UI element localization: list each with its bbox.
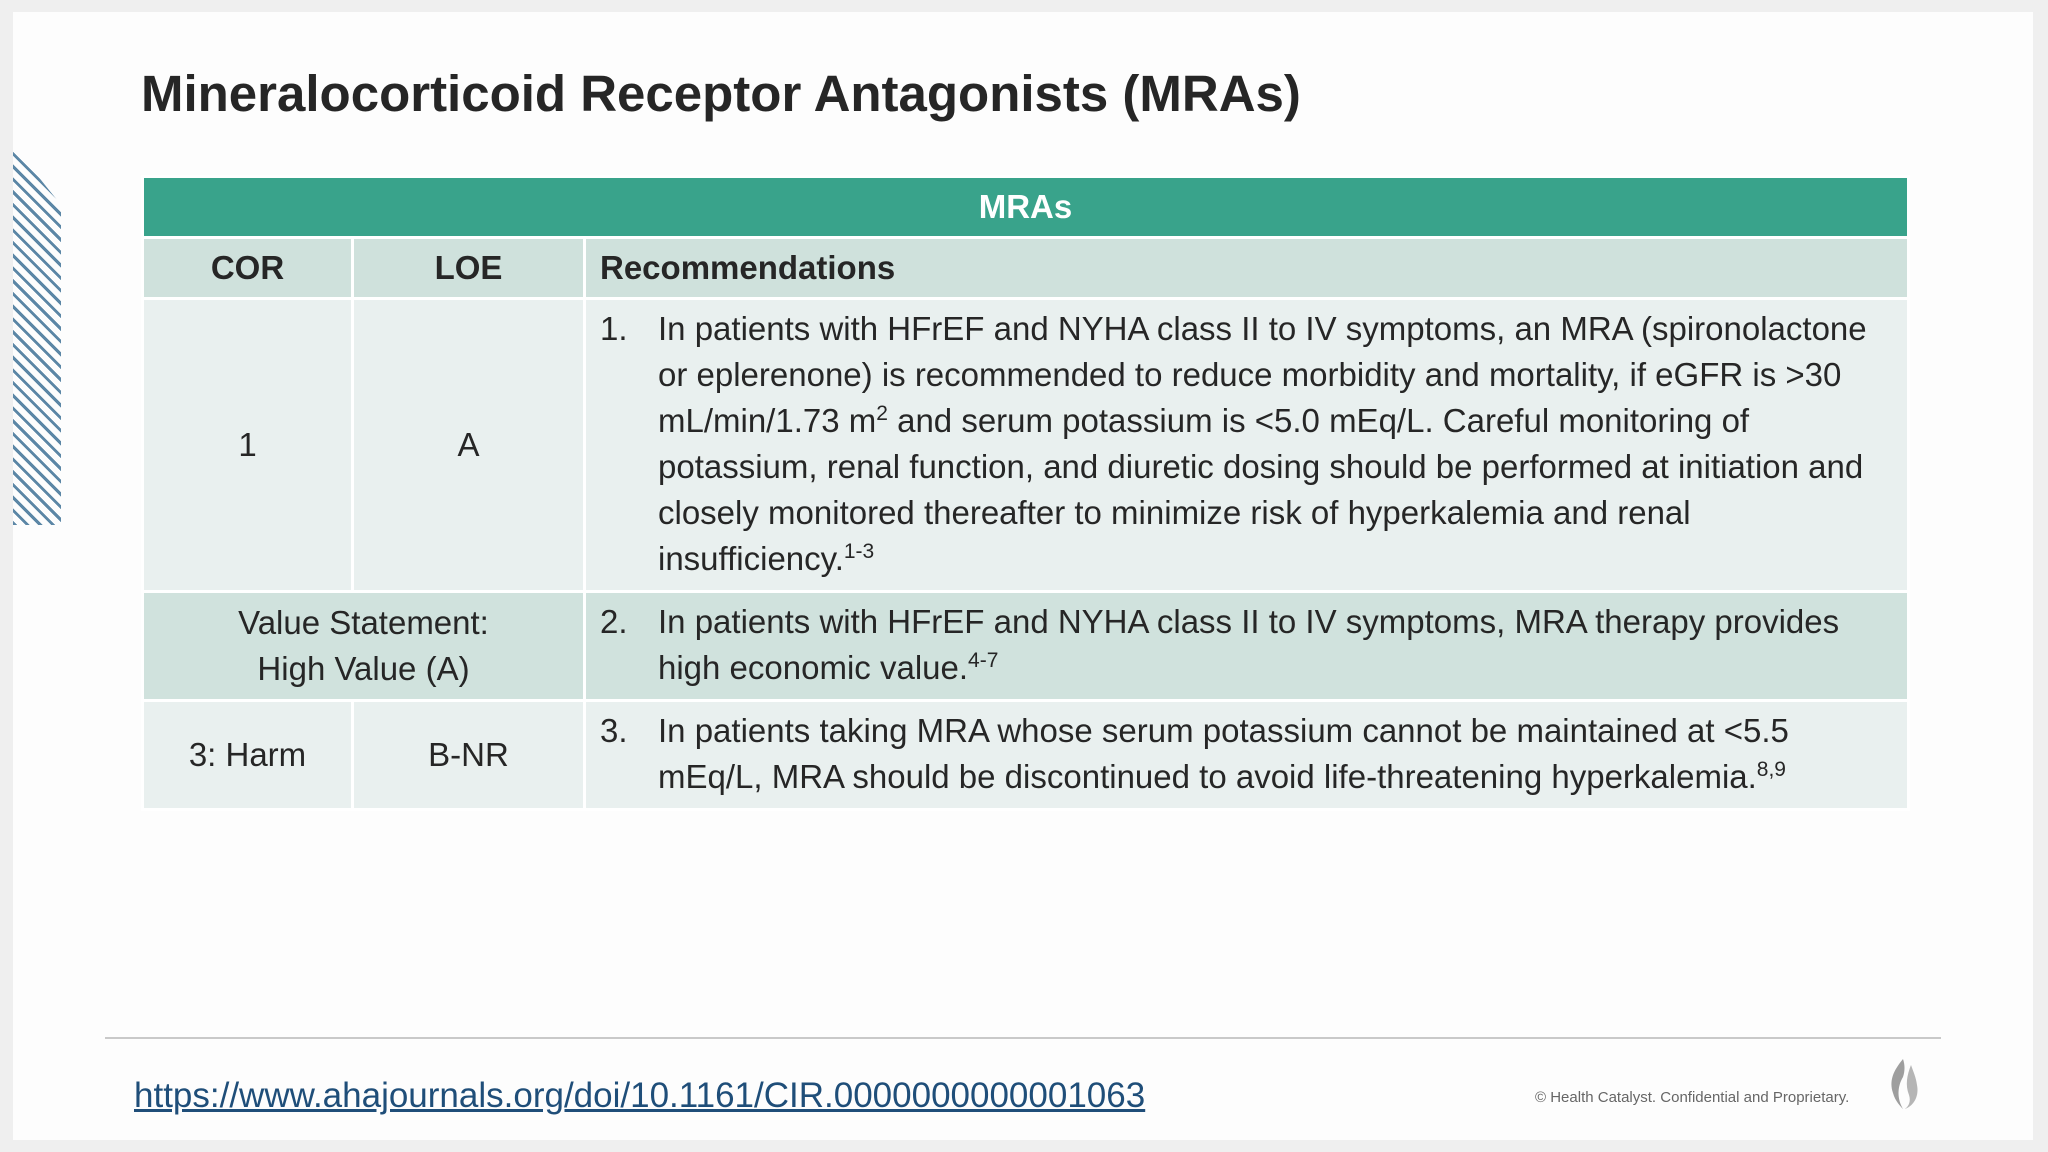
reference-link[interactable]: https://www.ahajournals.org/doi/10.1161/CIR.0000000000001063 — [134, 1076, 1146, 1115]
footer-divider — [105, 1037, 1941, 1039]
column-header-recommendations: Recommendations — [585, 238, 1909, 299]
table-band-title: MRAs — [143, 177, 1909, 238]
copyright-text: © Health Catalyst. Confidential and Proprietary. — [1535, 1089, 1850, 1106]
recommendation-text — [658, 599, 1883, 691]
loe-cell: B-NR — [353, 701, 585, 810]
recommendation-text-part: and serum potassium is <5.0 mEq/L. Careful monitoring of potassium, renal function, and diuretic dosing should be performed at initiation and closely monitored thereafter to minimize risk of hyperkalemia and renal insufficiency. — [658, 402, 1864, 577]
reference-superscript: 4-7 — [968, 649, 999, 672]
value-statement-cell — [143, 592, 585, 701]
cor-cell: 3: Harm — [143, 701, 353, 810]
recommendation-number: 2. — [600, 603, 628, 640]
column-header-cor: COR — [143, 238, 353, 299]
flame-logo-icon — [1883, 1057, 1923, 1111]
table-row — [143, 299, 1909, 592]
recommendation-cell — [585, 701, 1909, 810]
recommendation-text-part: In patients with HFrEF and NYHA class II to IV symptoms, MRA therapy provides high economic value. — [658, 603, 1840, 686]
recommendation-text — [658, 306, 1883, 582]
diagonal-stripes-icon — [13, 145, 61, 525]
table-band-row — [143, 177, 1909, 238]
table-row — [143, 592, 1909, 701]
value-statement-label: Value Statement: — [238, 604, 489, 641]
recommendations-table — [141, 175, 1910, 811]
recommendation-text-part: In patients with HFrEF and NYHA class II to IV symptoms, an MRA (spironolactone or eplerenone) is recommended to reduce morbidity and mortality, if eGFR is >30 mL/min/1.73 m — [658, 310, 1867, 439]
value-statement-value: High Value (A) — [257, 650, 470, 687]
slide — [13, 12, 2033, 1140]
recommendation-cell — [585, 299, 1909, 592]
reference-superscript: 8,9 — [1756, 758, 1786, 781]
cor-cell: 1 — [143, 299, 353, 592]
page-title: Mineralocorticoid Receptor Antagonists (MRAs) — [141, 65, 1301, 122]
recommendation-number: 1. — [600, 310, 628, 347]
table-row — [143, 701, 1909, 810]
recommendation-text — [658, 708, 1883, 800]
loe-cell: A — [353, 299, 585, 592]
recommendation-text-part: In patients taking MRA whose serum potassium cannot be maintained at <5.5 mEq/L, MRA should be discontinued to avoid life-threatening hyperkalemia. — [658, 712, 1789, 795]
reference-superscript: 1-3 — [843, 540, 875, 563]
recommendation-number: 3. — [600, 712, 628, 749]
table-header-row — [143, 238, 1909, 299]
column-header-loe: LOE — [353, 238, 585, 299]
recommendation-cell — [585, 592, 1909, 701]
superscript: 2 — [876, 402, 888, 425]
